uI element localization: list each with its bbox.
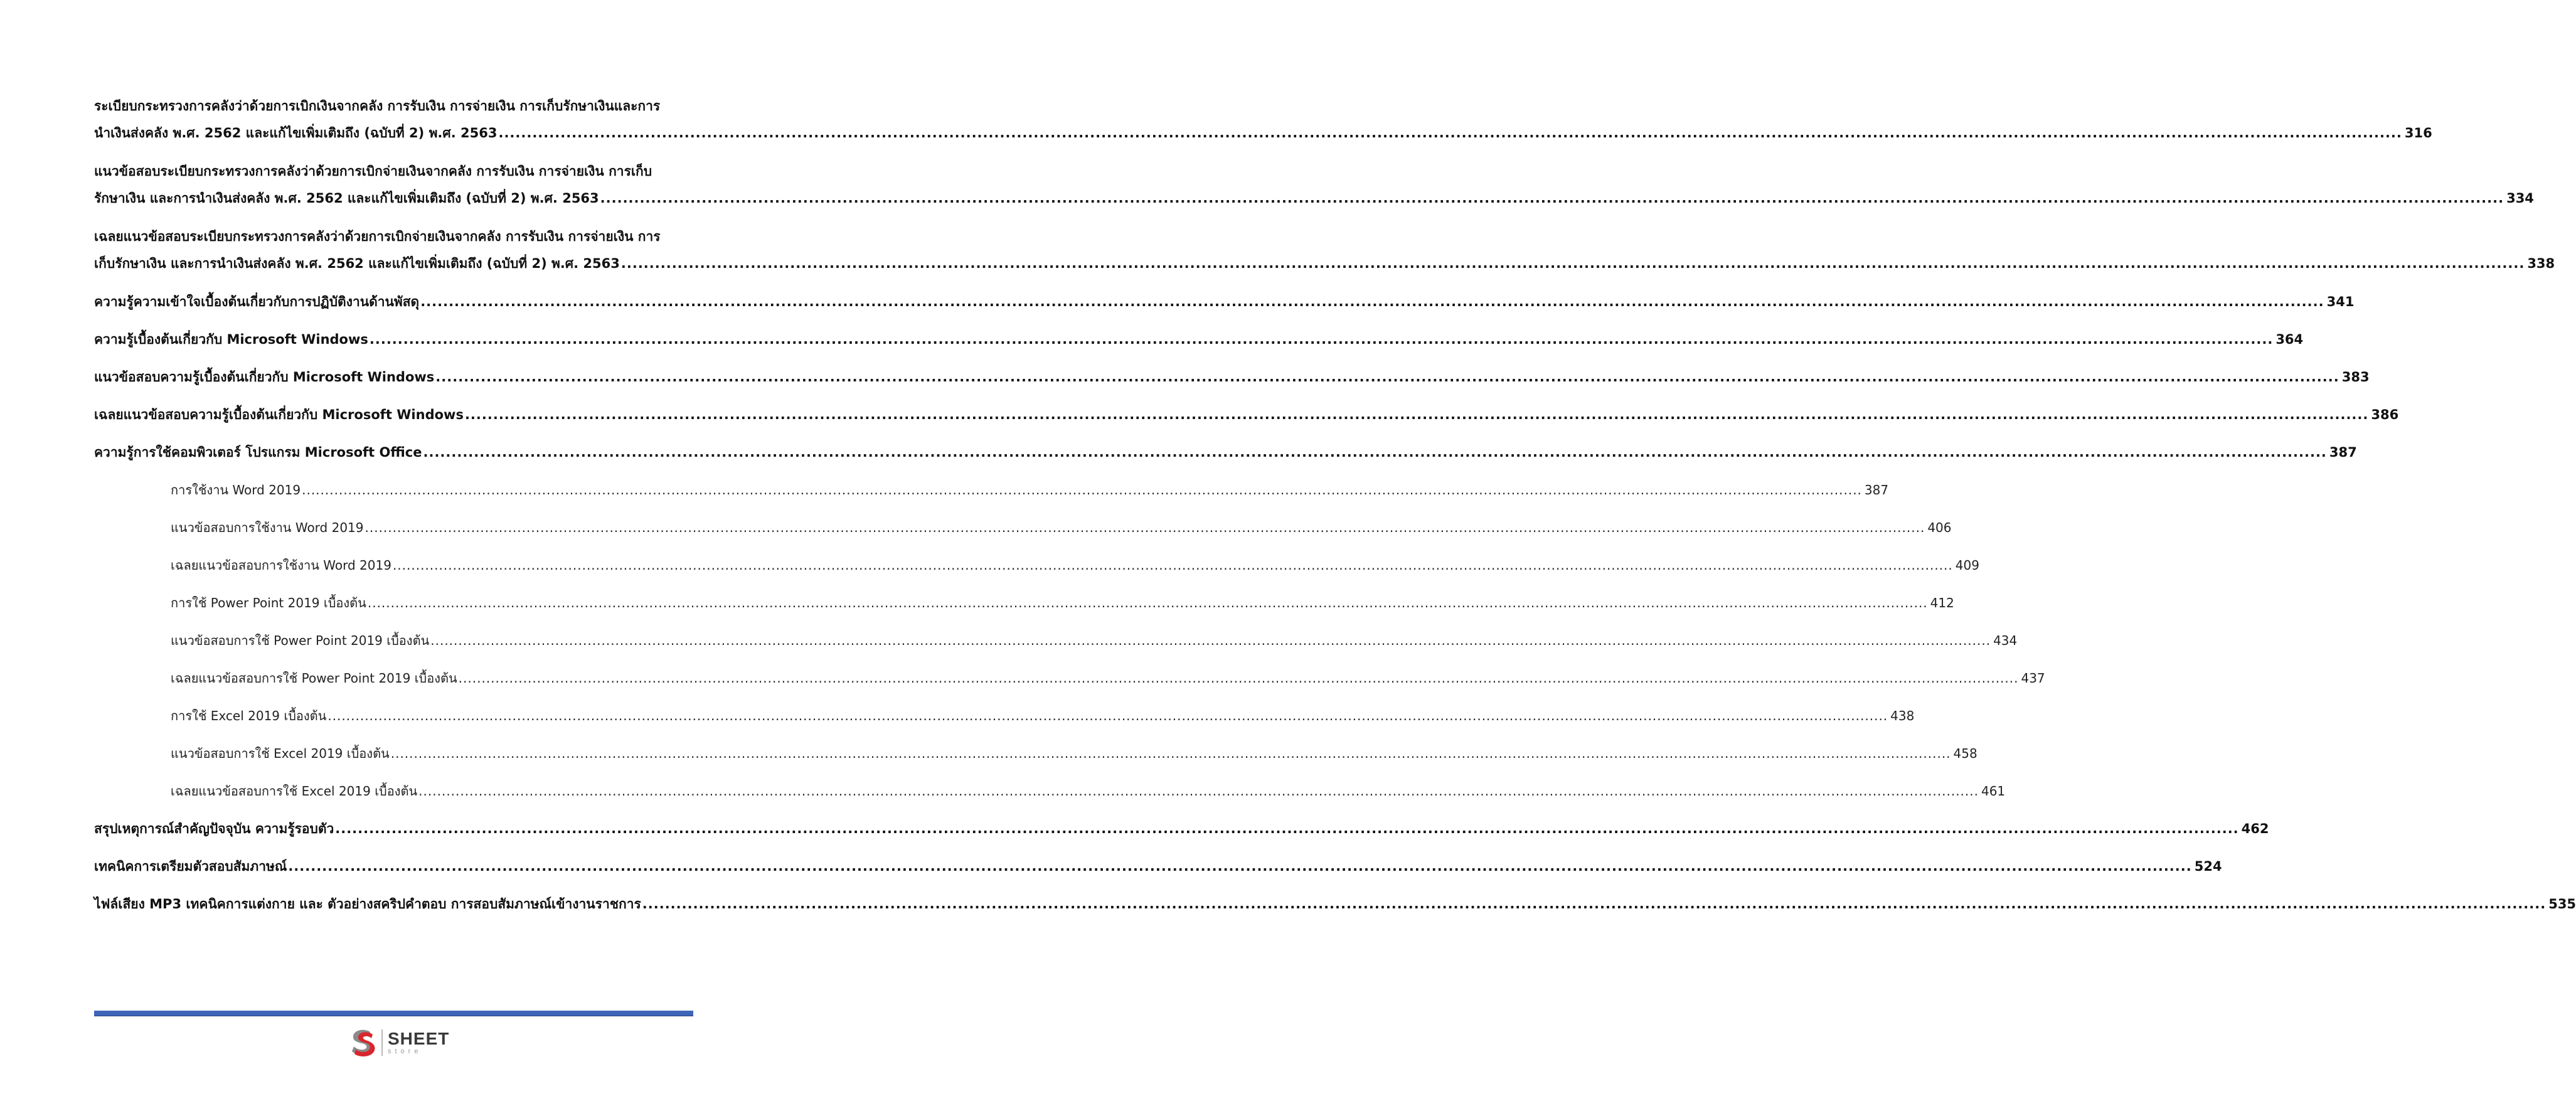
dot-leader <box>368 590 1928 617</box>
toc-entry-page: 316 <box>2404 125 2432 141</box>
toc-entry-title: ความรู้เบื้องต้นเกี่ยวกับ Microsoft Windows <box>94 332 368 347</box>
toc-entry-line <box>94 816 2269 843</box>
toc-entry-title: ความรู้การใช้คอมพิวเตอร์ โปรแกรม Microsoft Office <box>94 445 422 460</box>
toc-entry-line <box>94 364 2370 391</box>
toc-entry-title: การใช้งาน Word 2019 <box>171 482 301 497</box>
toc-entry-line <box>94 439 2357 466</box>
toc-entry-title: เฉลยแนวข้อสอบความรู้เบื้องต้นเกี่ยวกับ Microsoft Windows <box>94 407 464 422</box>
toc-entry-page: 387 <box>2329 445 2357 460</box>
toc-entry-title: เฉลยแนวข้อสอบการใช้ Excel 2019 เบื้องต้น <box>171 784 418 799</box>
toc-entry-page: 461 <box>1981 784 2006 799</box>
toc-entry-title: สรุปเหตุการณ์สำคัญปัจจุบัน ความรู้รอบตัว <box>94 821 334 836</box>
toc-entry[interactable] <box>94 853 2222 880</box>
toc-entry-page: 341 <box>2326 294 2355 309</box>
dot-leader <box>600 185 2504 212</box>
dot-leader <box>393 552 1953 579</box>
toc-entry-page: 458 <box>1953 746 1977 761</box>
dot-leader <box>335 816 2238 843</box>
toc-entry-line <box>171 740 1977 767</box>
toc-entry-line <box>171 778 2006 805</box>
dot-leader <box>423 439 2326 466</box>
dot-leader <box>302 477 1862 504</box>
toc-entry-page: 434 <box>1993 633 2018 648</box>
toc-subentry[interactable] <box>171 477 1889 504</box>
dot-leader <box>288 853 2191 880</box>
toc-entry-title: การใช้ Excel 2019 เบื้องต้น <box>171 708 327 723</box>
logo-text <box>388 1030 449 1055</box>
toc-entry[interactable] <box>94 158 2534 212</box>
toc-entry-line <box>171 627 2018 654</box>
toc-entry-page: 364 <box>2275 332 2304 347</box>
dot-leader <box>498 120 2402 147</box>
toc-entry-page: 386 <box>2371 407 2399 422</box>
dot-leader <box>365 514 1925 541</box>
toc-entry-title: แนวข้อสอบความรู้เบื้องต้นเกี่ยวกับ Microsoft Windows <box>94 370 435 385</box>
toc-entry-line <box>171 590 1954 617</box>
s-logo-icon <box>346 1026 379 1059</box>
toc-entry-line <box>94 289 2355 316</box>
toc-entry-page: 412 <box>1930 595 1954 610</box>
dot-leader <box>370 326 2273 353</box>
toc-entry-title: นำเงินส่งคลัง พ.ศ. 2562 และแก้ไขเพิ่มเติมถึง (ฉบับที่ 2) พ.ศ. 2563 <box>94 125 498 141</box>
toc-entry-title: แนวข้อสอบการใช้ Excel 2019 เบื้องต้น <box>171 746 390 761</box>
dot-leader <box>642 891 2546 918</box>
toc-entry-title-line: ระเบียบกระทรวงการคลังว่าด้วยการเบิกเงินจากคลัง การรับเงิน การจ่ายเงิน การเก็บรักษาเงินและการ <box>94 98 661 114</box>
toc-subentry[interactable] <box>171 703 1915 730</box>
toc-subentry[interactable] <box>171 590 1954 617</box>
toc-entry-page: 334 <box>2506 191 2534 206</box>
toc-subentry[interactable] <box>171 665 2045 692</box>
toc-entry-line <box>94 891 2576 918</box>
toc-entry-title: เทคนิคการเตรียมตัวสอบสัมภาษณ์ <box>94 859 287 874</box>
footer-rule <box>94 1011 693 1016</box>
toc-entry-page: 387 <box>1864 482 1889 497</box>
logo-word: SHEET <box>388 1029 450 1048</box>
toc-entry-title: เก็บรักษาเงิน และการนำเงินส่งคลัง พ.ศ. 2562 และแก้ไขเพิ่มเติมถึง (ฉบับที่ 2) พ.ศ. 2563 <box>94 256 620 271</box>
toc-entry-page: 438 <box>1890 708 1915 723</box>
toc-entry-title: แนวข้อสอบการใช้ Power Point 2019 เบื้องต้น <box>171 633 430 648</box>
toc-entry-line <box>171 665 2045 692</box>
toc-entry[interactable] <box>94 223 2555 277</box>
toc-entry-page: 409 <box>1955 558 1979 573</box>
toc-entry[interactable] <box>94 402 2399 428</box>
toc-entry[interactable] <box>94 289 2355 316</box>
toc-entry-page: 383 <box>2341 370 2370 385</box>
toc-entry-page: 535 <box>2548 896 2576 912</box>
toc-entry-title: เฉลยแนวข้อสอบการใช้ Power Point 2019 เบื้องต้น <box>171 671 457 686</box>
logo-subword: store <box>388 1048 422 1055</box>
dot-leader <box>621 250 2525 277</box>
toc-entry-line <box>94 120 2432 147</box>
dot-leader <box>459 665 2019 692</box>
toc-entry-title: รักษาเงิน และการนำเงินส่งคลัง พ.ศ. 2562 และแก้ไขเพิ่มเติมถึง (ฉบับที่ 2) พ.ศ. 2563 <box>94 191 599 206</box>
logo-divider <box>381 1029 383 1056</box>
toc-entry[interactable] <box>94 93 2432 147</box>
toc-entry-title: การใช้ Power Point 2019 เบื้องต้น <box>171 595 366 610</box>
toc-subentry[interactable] <box>171 778 2006 805</box>
toc-entry-line <box>171 514 1952 541</box>
toc-entry-page: 406 <box>1927 520 1952 535</box>
toc-subentry[interactable] <box>171 514 1952 541</box>
toc-entry-line <box>94 326 2304 353</box>
dot-leader <box>418 778 1979 805</box>
toc-entry-title-line: เฉลยแนวข้อสอบระเบียบกระทรวงการคลังว่าด้วยการเบิกจ่ายเงินจากคลัง การรับเงิน การจ่ายเงิน การ <box>94 229 661 244</box>
toc-entry[interactable] <box>94 326 2304 353</box>
toc-entry-title: เฉลยแนวข้อสอบการใช้งาน Word 2019 <box>171 558 391 573</box>
toc-entry-title: แนวข้อสอบการใช้งาน Word 2019 <box>171 520 364 535</box>
toc-entry-line <box>94 250 2555 277</box>
toc-entry-title: ไฟล์เสียง MP3 เทคนิคการแต่งกาย และ ตัวอย่างสคริปคำตอบ การสอบสัมภาษณ์เข้างานราชการ <box>94 896 641 912</box>
toc-entry-line <box>94 185 2534 212</box>
dot-leader <box>420 289 2324 316</box>
dot-leader <box>435 364 2339 391</box>
toc-entry-title: ความรู้ความเข้าใจเบื้องต้นเกี่ยวกับการปฏิบัติงานด้านพัสดุ <box>94 294 420 309</box>
toc-entry-page: 437 <box>2021 671 2045 686</box>
toc-entry-page: 338 <box>2527 256 2555 271</box>
toc-entry-line <box>171 477 1889 504</box>
toc-entry[interactable] <box>94 364 2370 391</box>
toc-entry[interactable] <box>94 439 2357 466</box>
toc-entry-line <box>171 552 1979 579</box>
toc-entry-line <box>94 402 2399 428</box>
dot-leader <box>430 627 1991 654</box>
dot-leader <box>327 703 1888 730</box>
toc-entry-page: 462 <box>2241 821 2269 836</box>
toc-entry[interactable] <box>94 816 2269 843</box>
toc-entry-line <box>94 853 2222 880</box>
toc-subentry[interactable] <box>171 627 2018 654</box>
toc-subentry[interactable] <box>171 740 1977 767</box>
toc-entry-title-line: แนวข้อสอบระเบียบกระทรวงการคลังว่าด้วยการเบิกจ่ายเงินจากคลัง การรับเงิน การจ่ายเงิน การเก็บ <box>94 164 652 179</box>
dot-leader <box>391 740 1951 767</box>
sheet-store-logo <box>346 1025 456 1060</box>
toc-entry-line <box>171 703 1915 730</box>
toc-entry-page: 524 <box>2194 859 2222 874</box>
table-of-contents <box>94 93 2576 918</box>
dot-leader <box>465 402 2368 428</box>
toc-entry[interactable] <box>94 891 2576 918</box>
toc-subentry[interactable] <box>171 552 1979 579</box>
